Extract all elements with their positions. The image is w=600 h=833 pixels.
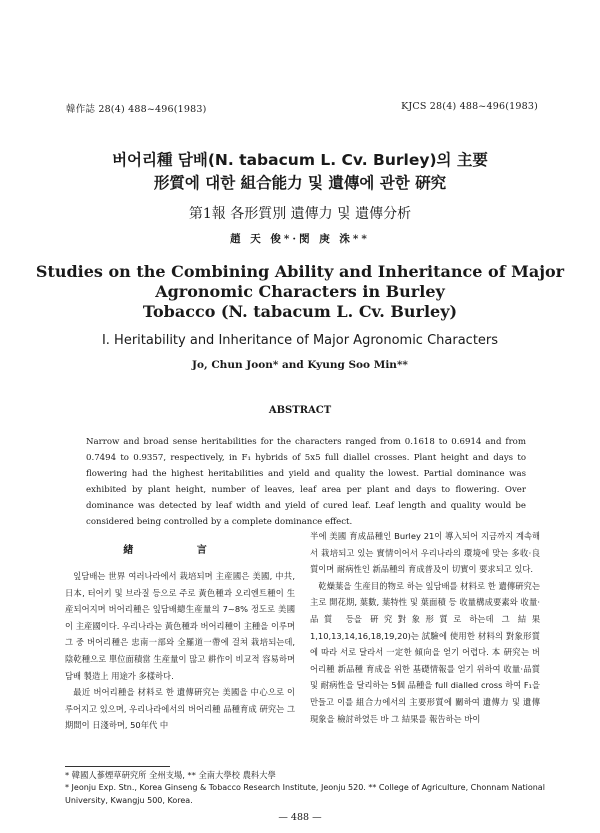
left-paragraph-1: 잎담배는 世界 여러나라에서 栽培되며 主産國은 美國, 中共, 日本, 터어키 및 브라질 등으로 주로 黃色種과 오리엔트種이 生産되어지며 버어리種은 잎담배總生産量의 7~8% 정도로 美國이 主産國이다. 우리나라는 黃色種과 버어리種이 主種을 이루며 그 중 버어리種은 忠南一部와 全羅道一帶에 걸쳐 栽培되는데, 陰乾種으로 單位面積當 生産量이 많고 耕作이 비교적 容易하며 담배 製造上 用途가 多樣하다. [65, 571, 295, 681]
journal-header-right: KJCS 28(4) 488~496(1983) [401, 101, 538, 112]
right-column [310, 528, 540, 727]
korean-authors: 趙 天 俊*·閔 庚 洙** [230, 233, 370, 245]
korean-title-line1: 버어리種 담배(N. tabacum L. Cv. Burley)의 主要 [112, 151, 488, 169]
left-paragraph-2: 最近 버어리種을 材料로 한 遺傳硏究는 美國을 中心으로 이루어지고 있으며, 우리나라에서의 버어리種 品種育成 硏究는 그 期間이 日淺하며, 50年代 中 [65, 687, 295, 731]
english-subtitle: I. Heritability and Inheritance of Major Agronomic Characters [101, 333, 499, 348]
english-title-line2: Agronomic Characters in Burley [155, 282, 445, 301]
footnote-english: * Jeonju Exp. Stn., Korea Ginseng & Tobacco Research Institute, Jeonju 520. ** College of Agriculture, Chonnam National University, Kwangju 500, Korea. [65, 783, 545, 805]
page-number: — 488 — [278, 812, 322, 823]
abstract-text: Narrow and broad sense heritabilities for the characters ranged from 0.1618 to 0.6914 and from 0.7494 to 0.9357, respectively, in F₁ hybrids of 5x5 full diallel crosses. Plant height and days to flowering had the highest heritabilities and yield and quality the lowest. Partial dominance was exhibited by plant height, number of leaves, leaf area per plant and days to flowering. Over dominance was detected by leaf width and yield of cured leaf. Leaf length and quality would be considered being controlled by a complete dominance effect. [86, 437, 526, 528]
footnote-rule [65, 766, 170, 767]
right-paragraph-1: 半에 美國 育成品種인 Burley 21이 導入되어 지금까지 계속해서 栽培되고 있는 實情이어서 우리나라의 環境에 맞는 多收·良質이며 耐病性인 新品種의 育成普及이 切實이 要求되고 있다. [310, 531, 540, 575]
korean-title-line2: 形質에 대한 組合能力 및 遺傳에 관한 硏究 [153, 174, 447, 192]
right-paragraph-2: 乾燥葉을 生産目的物로 하는 잎담배를 材料로 한 遺傳硏究는 主로 開花期, 葉數, 葉特性 및 葉面積 등 收量構成要素와 收量·品質 등을 硏究對象形質로 하는데 그 結果1,10,13,14,16,18,19,20)는 試驗에 使用한 材料의 對象形質에 따라 서로 달라서 一定한 傾向을 얻기 어렵다. 本 硏究는 버어리種 新品種 育成을 위한 基礎情報를 얻기 위하여 收量·品質 및 耐病性을 달리하는 5個 品種을 full dialled cross 하여 F₁을 만들고 이를 組合力에서의 主要形質에 關하여 遺傳力 및 遺傳現象을 檢討하였든 바 그 結果를 報告하는 바이 [310, 580, 540, 724]
left-column [65, 568, 295, 734]
abstract-heading: ABSTRACT [268, 405, 332, 416]
korean-subtitle: 第1報 各形質別 遺傳力 및 遺傳分析 [188, 206, 412, 222]
english-title-line1: Studies on the Combining Ability and Inheritance of Major [35, 262, 565, 281]
section-heading: 緖 言 [123, 545, 237, 556]
footnote-korean: * 韓國人蔘煙草硏究所 全州支場, ** 全南大學校 農科大學 [65, 770, 276, 780]
journal-header-left: 韓作誌 28(4) 488~496(1983) [66, 104, 207, 115]
english-authors: Jo, Chun Joon* and Kyung Soo Min** [192, 359, 408, 371]
english-title-line3: Tobacco (N. tabacum L. Cv. Burley) [142, 302, 458, 321]
